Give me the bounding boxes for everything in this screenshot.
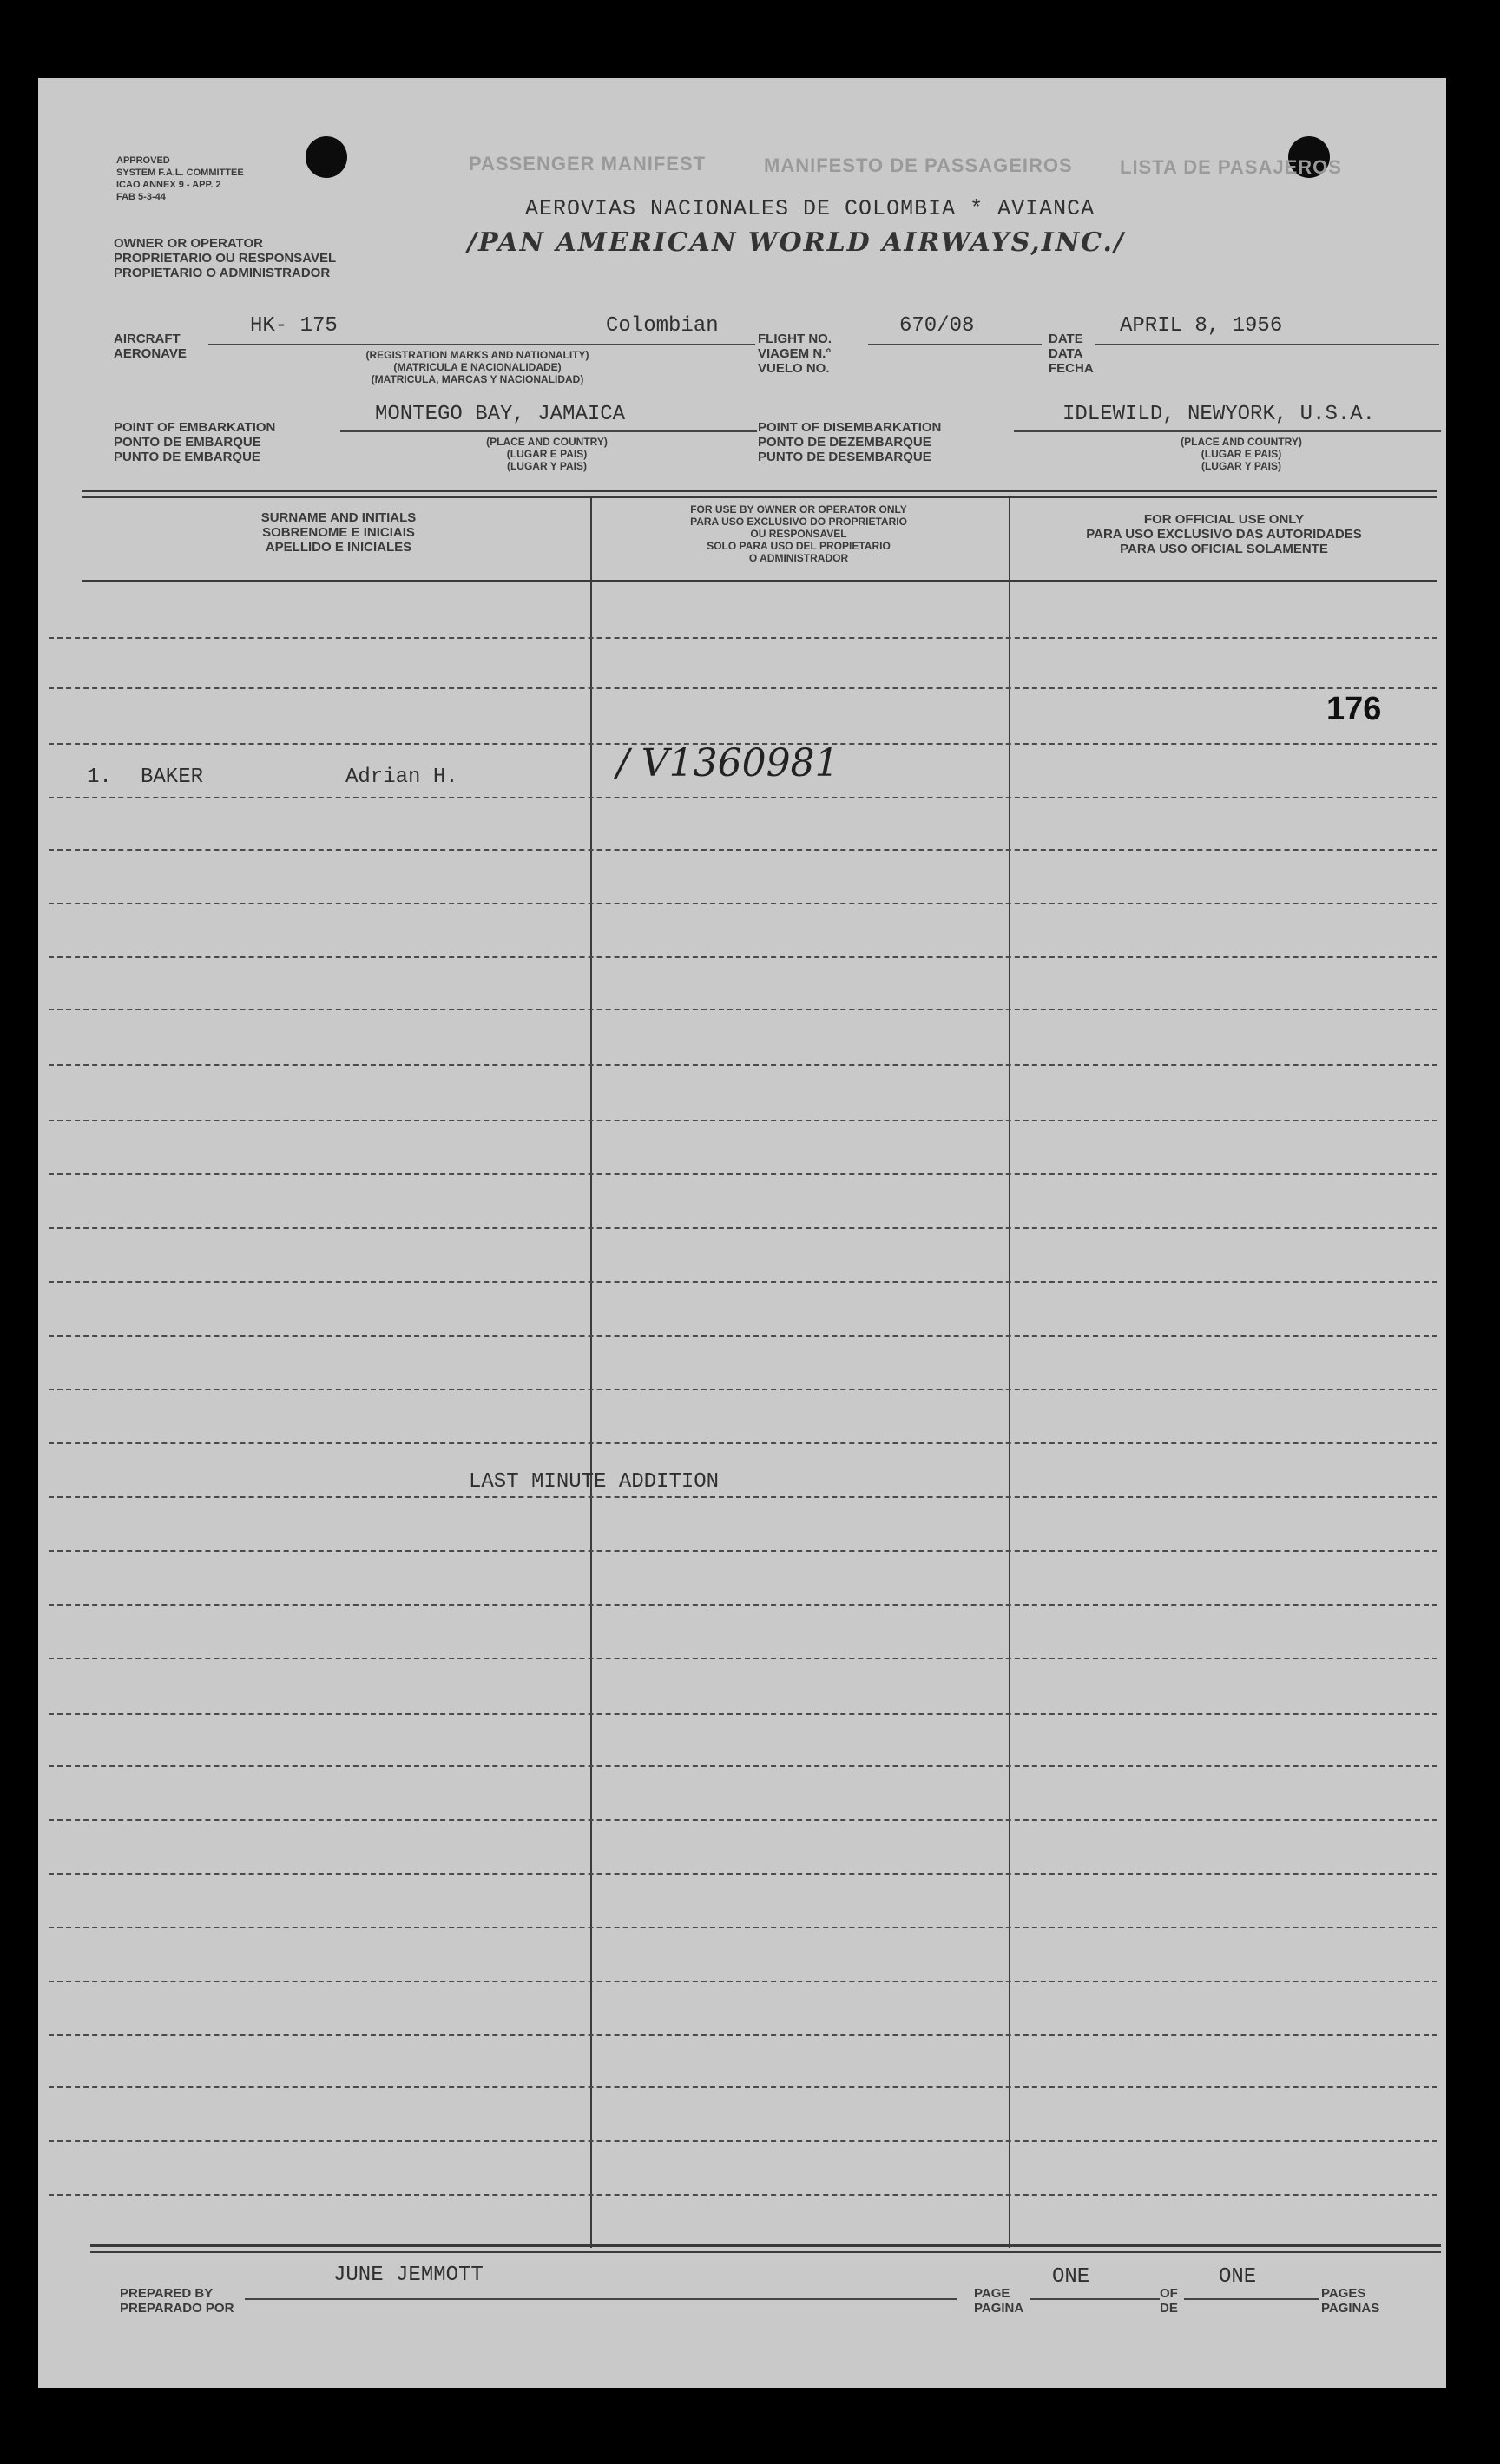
aircraft-sublabel-line: (REGISTRATION MARKS AND NATIONALITY) (365, 349, 589, 361)
disembarkation-label-line: POINT OF DISEMBARKATION (758, 420, 942, 435)
embarkation-sublabel-line: (LUGAR Y PAIS) (506, 460, 587, 472)
embarkation-label-line: PONTO DE EMBARQUE (114, 435, 261, 450)
approval-line: APPROVED (116, 155, 170, 166)
row-line (49, 1335, 1438, 1337)
flight-label-line: FLIGHT NO. (758, 332, 832, 346)
aircraft-label-line: AIRCRAFT (114, 332, 181, 346)
row-line (49, 797, 1438, 798)
header-owner-use (608, 503, 990, 564)
of-value: ONE (1219, 2265, 1257, 2289)
page-label-line: PAGINA (974, 2301, 1024, 2316)
header-surname (174, 510, 503, 555)
row-line (49, 1442, 1438, 1444)
prepared-label-line: PREPARADO POR (120, 2301, 234, 2316)
approval-line: ICAO ANNEX 9 - APP. 2 (116, 180, 221, 190)
row-line (49, 1064, 1438, 1066)
row-line (49, 637, 1438, 639)
row-line (49, 1120, 1438, 1121)
title-lista: LISTA DE PASAJEROS (1120, 156, 1342, 178)
row-line (49, 1009, 1438, 1010)
header-official-line: PARA USO EXCLUSIVO DAS AUTORIDADES (1086, 527, 1362, 542)
header-surname-line: APELLIDO E INICIALES (265, 540, 412, 555)
operator-stamp: /PAN AMERICAN WORLD AIRWAYS,INC./ (467, 227, 1125, 258)
embarkation-value: MONTEGO BAY, JAMAICA (375, 403, 626, 426)
operator-typed: AEROVIAS NACIONALES DE COLOMBIA * AVIANCA (525, 196, 1095, 221)
owner-label-line: PROPIETARIO O ADMINISTRADOR (114, 266, 331, 280)
column-divider-2 (1009, 498, 1010, 2248)
page-value: ONE (1052, 2265, 1090, 2289)
of-label-line: OF (1160, 2286, 1178, 2301)
aircraft-nationality: Colombian (606, 314, 719, 338)
aircraft-sublabel-line: (MATRICULA E NACIONALIDADE) (393, 361, 562, 373)
page-label (974, 2286, 1023, 2316)
date-label-line: DATA (1049, 346, 1083, 361)
row-line (49, 903, 1438, 904)
row-line (49, 1389, 1438, 1390)
row-line (49, 687, 1438, 689)
embarkation-label-line: PUNTO DE EMBARQUE (114, 450, 260, 464)
row-line (49, 1227, 1438, 1229)
aircraft-field-line (208, 344, 755, 345)
aircraft-registration: HK- 175 (250, 314, 338, 338)
embarkation-field-line (340, 430, 757, 432)
header-official-line: FOR OFFICIAL USE ONLY (1143, 512, 1305, 527)
title-passenger-manifest: PASSENGER MANIFEST (469, 153, 707, 174)
header-owner-line: OU RESPONSAVEL (750, 528, 847, 540)
pages-label-line: PAGINAS (1321, 2301, 1380, 2316)
header-owner-line: SOLO PARA USO DEL PROPIETARIO (707, 540, 891, 552)
row-line (49, 1173, 1438, 1175)
header-surname-line: SURNAME AND INITIALS (260, 510, 417, 525)
approval-line: FAB 5-3-44 (116, 192, 166, 202)
flight-number: 670/08 (899, 314, 975, 338)
header-owner-line: PARA USO EXCLUSIVO DO PROPRIETARIO (690, 516, 907, 528)
disembarkation-label-line: PONTO DE DEZEMBARQUE (758, 435, 931, 450)
header-official-line: PARA USO OFICIAL SOLAMENTE (1120, 542, 1328, 556)
of-label-line: DE (1160, 2301, 1178, 2316)
approval-block (116, 154, 244, 203)
row-line (49, 2034, 1438, 2036)
owner-label-line: OWNER OR OPERATOR (114, 236, 263, 251)
embarkation-label-line: POINT OF EMBARKATION (114, 420, 276, 435)
pages-label (1321, 2286, 1379, 2316)
disembarkation-sublabel-line: (PLACE AND COUNTRY) (1181, 436, 1302, 448)
header-owner-line: FOR USE BY OWNER OR OPERATOR ONLY (690, 503, 907, 516)
embarkation-sublabel-line: (PLACE AND COUNTRY) (486, 436, 608, 448)
row-line (49, 2194, 1438, 2196)
column-divider-1 (590, 498, 592, 2248)
prepared-by-value: JUNE JEMMOTT (333, 2264, 484, 2287)
header-bottom-border (82, 580, 1438, 582)
row-line (49, 1765, 1438, 1767)
row-line (49, 1873, 1438, 1875)
stamp-number: 176 (1326, 691, 1382, 727)
page-field-line (1030, 2298, 1160, 2300)
disembarkation-label-line: PUNTO DE DESEMBARQUE (758, 450, 931, 464)
row-line (49, 1281, 1438, 1283)
table-bottom-border (90, 2244, 1441, 2247)
flight-label-line: VUELO NO. (758, 361, 830, 376)
page-label-line: PAGE (974, 2286, 1010, 2301)
title-manifesto: MANIFESTO DE PASSAGEIROS (764, 154, 1073, 176)
prepared-field-line (245, 2298, 957, 2300)
last-minute-note: LAST MINUTE ADDITION (469, 1470, 720, 1494)
approval-line: SYSTEM F.A.L. COMMITTEE (116, 168, 244, 178)
disembarkation-sublabel (1128, 436, 1354, 472)
prepared-label (120, 2286, 234, 2316)
row-line (49, 1819, 1438, 1821)
aircraft-sublabel (312, 349, 642, 385)
row-line (49, 1658, 1438, 1659)
row-line (49, 1550, 1438, 1552)
row-line (49, 2086, 1438, 2088)
row-line (49, 1713, 1438, 1715)
header-owner-line: O ADMINISTRADOR (748, 552, 849, 564)
flight-label-line: VIAGEM N.° (758, 346, 832, 361)
owner-label (114, 236, 336, 280)
row-line (49, 1927, 1438, 1928)
row-line (49, 849, 1438, 851)
flight-label (758, 332, 832, 376)
date-field-line (1095, 344, 1439, 345)
passenger-surname: BAKER (141, 765, 204, 789)
header-surname-line: SOBRENOME E INICIAIS (262, 525, 415, 540)
row-line (49, 1496, 1438, 1498)
aircraft-sublabel-line: (MATRICULA, MARCAS Y NACIONALIDAD) (371, 373, 584, 385)
pages-label-line: PAGES (1321, 2286, 1366, 2301)
table-top-border (82, 490, 1438, 492)
prepared-label-line: PREPARED BY (120, 2286, 214, 2301)
passenger-handwritten-number: / V1360981 (616, 741, 839, 785)
aircraft-label-line: AERONAVE (114, 346, 187, 361)
of-label (1160, 2286, 1178, 2316)
passenger-given-name: Adrian H. (345, 765, 458, 789)
disembarkation-label (758, 420, 941, 464)
aircraft-label (114, 332, 187, 361)
row-line (49, 956, 1438, 958)
date-label-line: DATE (1049, 332, 1083, 346)
date-value: APRIL 8, 1956 (1120, 314, 1283, 338)
table-bottom-border-inner (90, 2251, 1441, 2253)
row-line (49, 2140, 1438, 2142)
disembarkation-field-line (1014, 430, 1441, 432)
embarkation-sublabel (434, 436, 660, 472)
flight-field-line (868, 344, 1042, 345)
disembarkation-sublabel-line: (LUGAR E PAIS) (1201, 448, 1282, 460)
of-field-line (1184, 2298, 1319, 2300)
disembarkation-value: IDLEWILD, NEWYORK, U.S.A. (1062, 403, 1376, 426)
row-line (49, 1981, 1438, 1982)
disembarkation-sublabel-line: (LUGAR Y PAIS) (1201, 460, 1281, 472)
table-top-border-inner (82, 496, 1438, 498)
embarkation-label (114, 420, 275, 464)
owner-label-line: PROPRIETARIO OU RESPONSAVEL (114, 251, 337, 266)
embarkation-sublabel-line: (LUGAR E PAIS) (506, 448, 588, 460)
date-label-line: FECHA (1049, 361, 1094, 376)
passenger-index: 1. (87, 765, 112, 789)
header-official-use (1014, 512, 1434, 556)
date-label (1049, 332, 1094, 376)
punch-hole-left (306, 136, 347, 178)
row-line (49, 1604, 1438, 1606)
